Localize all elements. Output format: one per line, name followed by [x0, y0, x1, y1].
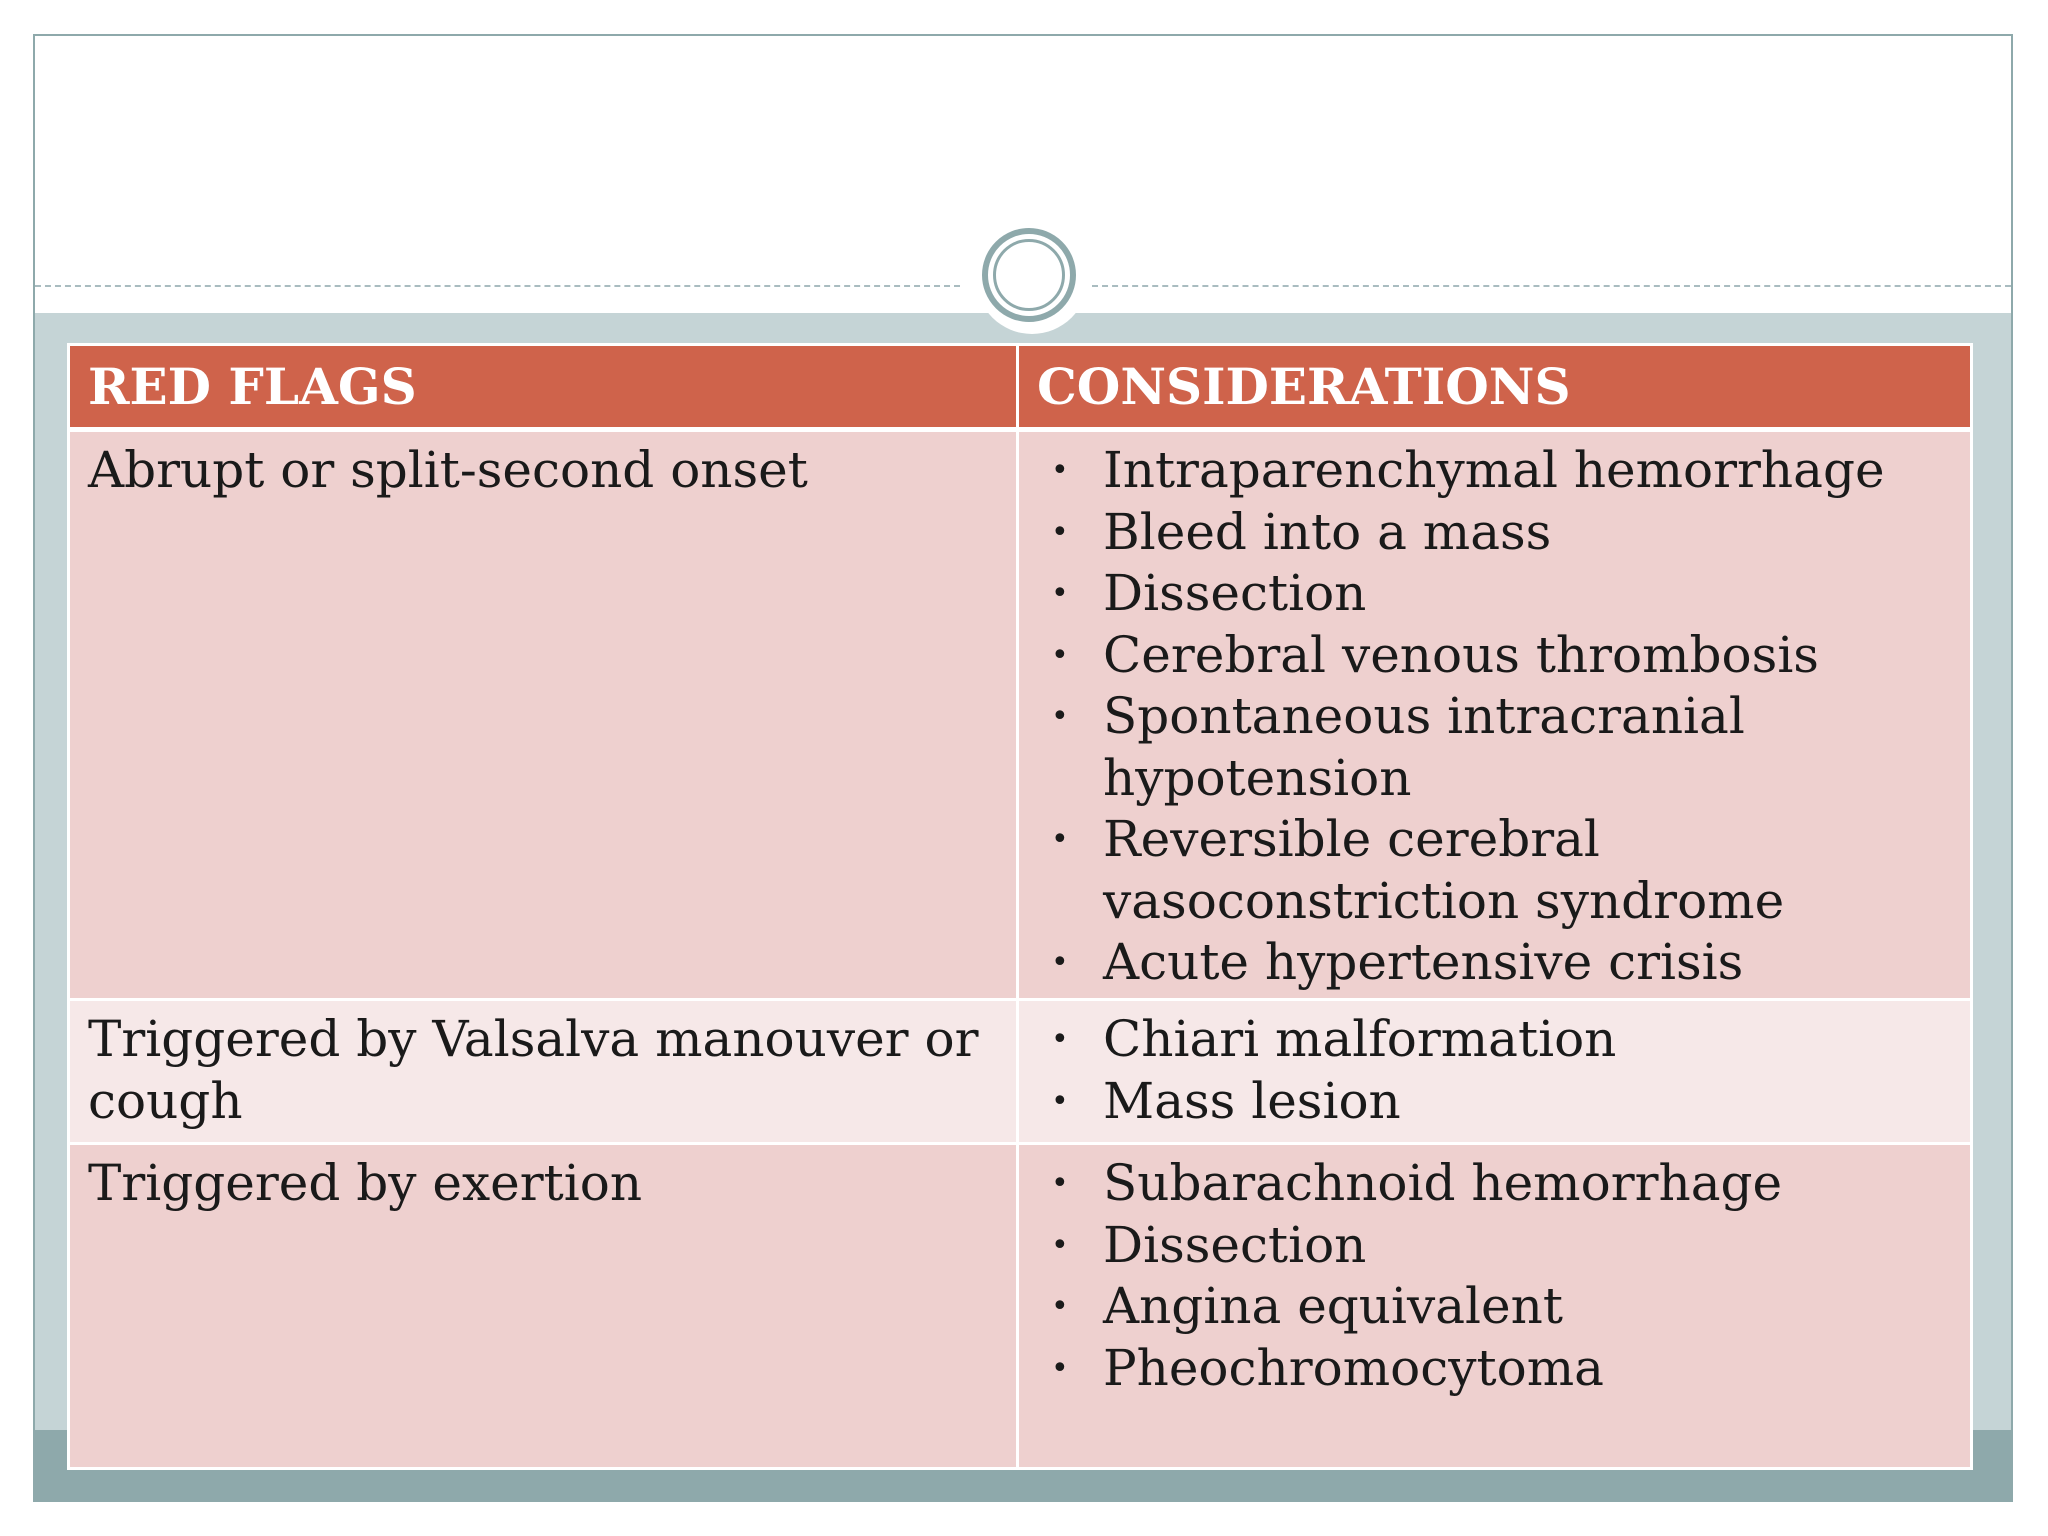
red-flag-cell: Triggered by exertion	[70, 1145, 1019, 1467]
considerations-cell	[1019, 432, 1970, 998]
bullet-icon: •	[1051, 1166, 1069, 1201]
considerations-list	[1037, 1009, 1952, 1132]
bullet-icon: •	[1051, 637, 1069, 673]
list-item: • Pheochromocytoma	[1037, 1338, 1952, 1400]
list-item: • Dissection	[1037, 563, 1952, 625]
considerations-cell	[1019, 1001, 1970, 1142]
considerations-list	[1037, 440, 1952, 994]
list-item: • Chiari malformation	[1037, 1009, 1952, 1071]
table-header-row	[70, 346, 1970, 432]
list-item: • Angina equivalent	[1037, 1276, 1952, 1338]
bullet-icon: •	[1051, 699, 1069, 734]
considerations-list	[1037, 1153, 1952, 1399]
list-item: • Cerebral venous thrombosis	[1037, 625, 1952, 687]
header-considerations: CONSIDERATIONS	[1037, 357, 1571, 416]
title-divider-left	[35, 285, 960, 287]
list-item: • Dissection	[1037, 1215, 1952, 1277]
list-item: • Intraparenchymal hemorrhage	[1037, 440, 1952, 502]
table-row	[70, 1001, 1970, 1145]
table-row	[70, 1145, 1970, 1467]
red-flag-cell: Triggered by Valsalva manouver or cough	[70, 1001, 1019, 1142]
list-item: • Bleed into a mass	[1037, 502, 1952, 564]
table-row	[70, 432, 1970, 1001]
header-red-flags: RED FLAGS	[70, 346, 1019, 427]
bullet-icon: •	[1051, 1227, 1069, 1263]
bullet-icon: •	[1051, 453, 1069, 488]
bullet-icon: •	[1051, 576, 1069, 611]
list-item: • Spontaneous intracranial hypotension	[1051, 687, 1745, 807]
title-divider-right	[1092, 285, 2011, 287]
bullet-icon: •	[1051, 1022, 1069, 1057]
bullet-icon: •	[1051, 1083, 1069, 1119]
red-flags-table	[67, 343, 1973, 1470]
list-item: • Acute hypertensive crisis	[1037, 932, 1952, 994]
bullet-icon: •	[1051, 822, 1069, 857]
bullet-icon: •	[1051, 1289, 1069, 1324]
list-item: • Subarachnoid hemorrhage	[1037, 1153, 1952, 1215]
considerations-cell	[1019, 1145, 1970, 1467]
red-flag-cell: Abrupt or split-second onset	[70, 432, 1019, 998]
circle-ornament-icon	[976, 222, 1088, 334]
bullet-icon: •	[1051, 945, 1069, 980]
list-item: • Mass lesion	[1037, 1071, 1952, 1133]
bullet-icon: •	[1051, 1350, 1069, 1386]
list-item: • Reversible cerebral vasoconstriction syndrome	[1051, 810, 1785, 930]
bullet-icon: •	[1051, 514, 1069, 550]
